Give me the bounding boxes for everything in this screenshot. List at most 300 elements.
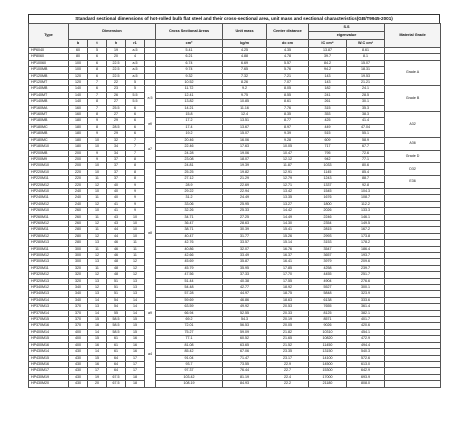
- h-cell: 58.5: [107, 329, 126, 335]
- cross-area-cell: 103.42: [156, 374, 223, 380]
- ic-cell: 3153: [309, 240, 347, 246]
- center-distance-cell: 15.41: [267, 227, 309, 233]
- header-ic: IC cm⁴: [309, 40, 347, 48]
- cross-area-cell: 15.8: [156, 112, 223, 118]
- center-distance-cell: 7.07: [267, 80, 309, 86]
- wc-cell: 276.6: [347, 278, 385, 284]
- cross-area-cell: 45.69: [156, 259, 223, 265]
- ic-cell: 84.2: [309, 60, 347, 66]
- header-center-distance: Center distance: [267, 24, 309, 40]
- type-cell: HP370M16: [29, 323, 69, 329]
- cross-area-cell: 51.44: [156, 278, 223, 284]
- unit-mass-cell: 9.2: [223, 86, 267, 92]
- r1-cell: 14: [126, 304, 145, 310]
- ic-cell: 143: [309, 73, 347, 79]
- r1-cell: 14: [126, 297, 145, 303]
- b-cell: 220: [69, 176, 88, 182]
- wc-cell: 642.9: [347, 368, 385, 374]
- cross-area-cell: 24.28: [156, 150, 223, 156]
- r1-cell: 10: [126, 214, 145, 220]
- ic-cell: 3979: [309, 259, 347, 265]
- wc-cell: 72.6: [347, 150, 385, 156]
- h-cell: 22.5: [107, 73, 126, 79]
- center-distance-cell: 14.30: [267, 220, 309, 226]
- wc-cell: 572.6: [347, 355, 385, 361]
- type-cell: HP280M11: [29, 227, 69, 233]
- t-cell: 14: [88, 297, 107, 303]
- h-cell: 37: [107, 169, 126, 175]
- type-cell: HP300M11: [29, 246, 69, 252]
- cross-area-cell: 42.76: [156, 240, 223, 246]
- t-cell: 15: [88, 355, 107, 361]
- header-cross-unit: cm²: [156, 40, 223, 48]
- wc-cell: 28.5: [347, 92, 385, 98]
- t-cell: 10: [88, 169, 107, 175]
- unit-mass-cell: 42.77: [223, 285, 267, 291]
- type-cell: HP180MC: [29, 137, 69, 143]
- h-cell: 58.5: [107, 317, 126, 323]
- type-cell: HP370M14: [29, 310, 69, 316]
- ic-cell: 1243: [309, 176, 347, 182]
- ic-cell: 10310: [309, 329, 347, 335]
- t-cell: 12: [88, 233, 107, 239]
- wc-cell: 41.4: [347, 118, 385, 124]
- t-cell: 8: [88, 99, 107, 105]
- cross-area-cell: 11.72: [156, 86, 223, 92]
- ic-cell: 8125: [309, 310, 347, 316]
- material-grade-cell: A36: [385, 137, 441, 150]
- wc-cell: 420.6: [347, 323, 385, 329]
- h-cell: 27: [107, 99, 126, 105]
- h-cell: 61: [107, 342, 126, 348]
- t-cell: 10: [88, 208, 107, 214]
- b-cell: 370: [69, 317, 88, 323]
- material-grade-cell: A32: [385, 112, 441, 138]
- ic-cell: 1800: [309, 201, 347, 207]
- ic-cell: 2026: [309, 208, 347, 214]
- h-cell: 67.5: [107, 381, 126, 387]
- type-cell: HP180MB: [29, 118, 69, 124]
- t-cell: 7: [88, 92, 107, 98]
- r1-cell: 6: [126, 131, 145, 137]
- type-cell: HP260M12: [29, 220, 69, 226]
- t-cell: 14: [88, 329, 107, 335]
- group-cell: a8: [145, 163, 156, 304]
- center-distance-cell: 18.75: [267, 291, 309, 297]
- unit-mass-cell: 84.93: [223, 381, 267, 387]
- h-cell: 67.5: [107, 374, 126, 380]
- unit-mass-cell: 28.63: [223, 220, 267, 226]
- center-distance-cell: 13.27: [267, 201, 309, 207]
- t-cell: 13: [88, 304, 107, 310]
- type-cell: HP160MA: [29, 105, 69, 111]
- type-cell: HP160MT: [29, 112, 69, 118]
- center-distance-cell: 12.12: [267, 156, 309, 162]
- t-cell: 9: [88, 131, 107, 137]
- cross-area-cell: 45.79: [156, 265, 223, 271]
- b-cell: 430: [69, 361, 88, 367]
- unit-mass-cell: 44.97: [223, 291, 267, 297]
- ic-cell: 5527: [309, 285, 347, 291]
- t-cell: 6: [88, 54, 107, 60]
- unit-mass-cell: 56.53: [223, 323, 267, 329]
- unit-mass-cell: 15.07: [223, 131, 267, 137]
- r1-cell: 15: [126, 329, 145, 335]
- b-cell: 430: [69, 349, 88, 355]
- h-cell: 22.5: [107, 67, 126, 73]
- dimension-table: [28, 23, 441, 388]
- b-cell: 140: [69, 86, 88, 92]
- cross-area-cell: 42.66: [156, 253, 223, 259]
- unit-mass-cell: 54.3: [223, 317, 267, 323]
- header-r1: r1: [126, 40, 145, 48]
- r1-cell: 16: [126, 342, 145, 348]
- h-cell: 19: [107, 48, 126, 54]
- h-cell: 22.5: [107, 60, 126, 66]
- unit-mass-cell: 19.39: [223, 163, 267, 169]
- unit-mass-cell: 24.49: [223, 195, 267, 201]
- h-cell: 34: [107, 150, 126, 156]
- r1-cell: 11: [126, 253, 145, 259]
- t-cell: 9: [88, 156, 107, 162]
- header-center-unit: dc cm: [267, 40, 309, 48]
- type-cell: HP180MB: [29, 131, 69, 137]
- header-ss: S.S: [309, 24, 385, 32]
- type-cell: HP200M9: [29, 156, 69, 162]
- h-cell: 26: [107, 92, 126, 98]
- center-distance-cell: 5.57: [267, 60, 309, 66]
- wc-cell: 146.1: [347, 214, 385, 220]
- wc-cell: 251.7: [347, 272, 385, 278]
- unit-mass-cell: 19.06: [223, 150, 267, 156]
- h-cell: 55: [107, 310, 126, 316]
- cross-area-cell: 13.82: [156, 99, 223, 105]
- cross-area-cell: 25.25: [156, 169, 223, 175]
- ic-cell: 143: [309, 80, 347, 86]
- b-cell: 430: [69, 374, 88, 380]
- cross-area-cell: 22.46: [156, 144, 223, 150]
- type-cell: HP430M16: [29, 361, 69, 367]
- unit-mass-cell: 46.86: [223, 297, 267, 303]
- r1-cell: 5.5: [126, 99, 145, 105]
- cross-area-cell: 29.22: [156, 188, 223, 194]
- r1-cell: 6: [126, 124, 145, 130]
- r1-cell: 7: [126, 137, 145, 143]
- t-cell: 13: [88, 291, 107, 297]
- ic-cell: 425: [309, 118, 347, 124]
- cross-area-cell: 31.2: [156, 195, 223, 201]
- header-mass-unit: kg/m: [223, 40, 267, 48]
- t-cell: 9: [88, 150, 107, 156]
- ic-cell: 2815: [309, 227, 347, 233]
- h-cell: 64: [107, 361, 126, 367]
- wc-cell: 55.1: [347, 131, 385, 137]
- cross-area-cell: 40.47: [156, 233, 223, 239]
- header-type: Type: [29, 24, 69, 48]
- header-blank: [145, 40, 156, 48]
- b-cell: 140: [69, 92, 88, 98]
- wc-cell: 108.7: [347, 195, 385, 201]
- wc-cell: 167.2: [347, 227, 385, 233]
- t-cell: 5: [88, 48, 107, 54]
- ic-cell: 942: [309, 156, 347, 162]
- b-cell: 120: [69, 73, 88, 79]
- cross-area-cell: 59.69: [156, 297, 223, 303]
- t-cell: 13: [88, 278, 107, 284]
- cross-area-cell: 91.04: [156, 355, 223, 361]
- unit-mass-cell: 67.06: [223, 349, 267, 355]
- unit-mass-cell: 31.77: [223, 233, 267, 239]
- t-cell: 9: [88, 118, 107, 124]
- center-distance-cell: 22.7: [267, 368, 309, 374]
- r1-cell: 5: [126, 86, 145, 92]
- t-cell: 7: [88, 105, 107, 111]
- r1-cell: 8: [126, 169, 145, 175]
- material-grade-cell: D32: [385, 163, 441, 176]
- wc-cell: 239.7: [347, 265, 385, 271]
- ic-cell: 182: [309, 86, 347, 92]
- type-cell: HP320M11: [29, 265, 69, 271]
- center-distance-cell: 7.76: [267, 105, 309, 111]
- type-cell: HP430M17: [29, 368, 69, 374]
- cross-area-cell: 6.21: [156, 54, 223, 60]
- wc-cell: 80.6: [347, 163, 385, 169]
- h-cell: 44: [107, 227, 126, 233]
- unit-mass-cell: 21.29: [223, 176, 267, 182]
- t-cell: 17: [88, 368, 107, 374]
- b-cell: 370: [69, 323, 88, 329]
- r1-cell: 4: [126, 54, 145, 60]
- cross-area-cell: 6.74: [156, 60, 223, 66]
- h-cell: 64: [107, 368, 126, 374]
- wc-cell: 173.8: [347, 233, 385, 239]
- r1-cell: a.5: [126, 67, 145, 73]
- cross-area-cell: 38.71: [156, 227, 223, 233]
- ic-cell: 3657: [309, 253, 347, 259]
- h-cell: 37: [107, 163, 126, 169]
- header-wc: W.C cm³: [347, 40, 385, 48]
- type-cell: HP320M12: [29, 272, 69, 278]
- t-cell: 11: [88, 176, 107, 182]
- type-cell: HP220M10: [29, 169, 69, 175]
- h-cell: 34: [107, 144, 126, 150]
- r1-cell: a.5: [126, 73, 145, 79]
- h-cell: 20: [107, 54, 126, 60]
- table-title: Standard sectional dimensions of hot-rolled bulb flat steel and their cross-sectional area, unit mass and sectional characteristics(GB/T9945-2001): [28, 14, 440, 23]
- t-cell: 15: [88, 336, 107, 342]
- center-distance-cell: 16.41: [267, 259, 309, 265]
- center-distance-cell: 20.53: [267, 304, 309, 310]
- wc-cell: 24.1: [347, 86, 385, 92]
- center-distance-cell: 4.35: [267, 48, 309, 54]
- unit-mass-cell: 63.65: [223, 342, 267, 348]
- h-cell: 40: [107, 195, 126, 201]
- r1-cell: 11: [126, 240, 145, 246]
- center-distance-cell: 12.79: [267, 176, 309, 182]
- t-cell: 13: [88, 240, 107, 246]
- t-cell: 8: [88, 112, 107, 118]
- type-cell: HP400M16: [29, 342, 69, 348]
- center-distance-cell: 17.85: [267, 265, 309, 271]
- t-cell: 16: [88, 342, 107, 348]
- t-cell: 11: [88, 246, 107, 252]
- ic-cell: 4904: [309, 278, 347, 284]
- cross-area-cell: 24.81: [156, 163, 223, 169]
- b-cell: 340: [69, 291, 88, 297]
- h-cell: 41: [107, 201, 126, 207]
- ic-cell: 1337: [309, 182, 347, 188]
- wc-cell: 104.3: [347, 188, 385, 194]
- h-cell: 37: [107, 156, 126, 162]
- h-cell: 22: [107, 80, 126, 86]
- unit-mass-cell: 35.95: [223, 265, 267, 271]
- wc-cell: 88.7: [347, 176, 385, 182]
- h-cell: 58.5: [107, 323, 126, 329]
- header-t: t: [88, 40, 107, 48]
- b-cell: 430: [69, 368, 88, 374]
- h-cell: 61: [107, 336, 126, 342]
- wc-cell: 8.61: [347, 48, 385, 54]
- wc-cell: 35.3: [347, 105, 385, 111]
- h-cell: 29: [107, 118, 126, 124]
- t-cell: 14: [88, 310, 107, 316]
- unit-mass-cell: 9.75: [223, 92, 267, 98]
- ic-cell: 11450: [309, 342, 347, 348]
- cross-area-cell: 19.2: [156, 131, 223, 137]
- wc-cell: 15.07: [347, 60, 385, 66]
- b-cell: 430: [69, 381, 88, 387]
- h-cell: 46: [107, 246, 126, 252]
- unit-mass-cell: 25.95: [223, 201, 267, 207]
- type-cell: HP220M11: [29, 176, 69, 182]
- t-cell: 11: [88, 265, 107, 271]
- center-distance-cell: 11.87: [267, 163, 309, 169]
- material-grade-cell: Grade A: [385, 60, 441, 86]
- ic-cell: 5848: [309, 291, 347, 297]
- t-cell: 6: [88, 86, 107, 92]
- b-cell: 180: [69, 131, 88, 137]
- table-row: [29, 381, 441, 387]
- cross-area-cell: 47.56: [156, 272, 223, 278]
- cross-area-cell: 97.37: [156, 368, 223, 374]
- center-distance-cell: 23.17: [267, 355, 309, 361]
- cross-area-cell: 5.41: [156, 48, 223, 54]
- type-cell: HP140MB: [29, 86, 69, 92]
- ic-cell: 21180: [309, 381, 347, 387]
- wc-cell: 193.7: [347, 253, 385, 259]
- h-cell: 25.5: [107, 105, 126, 111]
- unit-mass-cell: 17.63: [223, 144, 267, 150]
- wc-cell: 112.2: [347, 201, 385, 207]
- ic-cell: 14100: [309, 355, 347, 361]
- cross-area-cell: 93.7: [156, 361, 223, 367]
- h-cell: 37: [107, 176, 126, 182]
- r1-cell: 10: [126, 227, 145, 233]
- h-cell: 48: [107, 259, 126, 265]
- center-distance-cell: 22.9: [267, 361, 309, 367]
- type-cell: HP140MB: [29, 99, 69, 105]
- unit-mass-cell: 33.49: [223, 253, 267, 259]
- cross-area-cell: 63.59: [156, 304, 223, 310]
- b-cell: 120: [69, 80, 88, 86]
- h-cell: 29: [107, 131, 126, 137]
- material-grade-cell: Grade B: [385, 86, 441, 112]
- cross-area-cell: 28.9: [156, 182, 223, 188]
- ic-cell: 2993: [309, 233, 347, 239]
- wc-cell: 30.1: [347, 99, 385, 105]
- unit-mass-cell: 71.47: [223, 355, 267, 361]
- center-distance-cell: 4.78: [267, 54, 309, 60]
- unit-mass-cell: 37.33: [223, 272, 267, 278]
- t-cell: 13: [88, 259, 107, 265]
- cross-area-cell: 69.2: [156, 317, 223, 323]
- wc-cell: 77.1: [347, 156, 385, 162]
- cross-area-cell: 12.41: [156, 92, 223, 98]
- r1-cell: 12: [126, 272, 145, 278]
- t-cell: 19: [88, 374, 107, 380]
- b-cell: 180: [69, 144, 88, 150]
- b-cell: 430: [69, 355, 88, 361]
- h-cell: 48: [107, 265, 126, 271]
- center-distance-cell: 20.05: [267, 323, 309, 329]
- center-distance-cell: 15.14: [267, 240, 309, 246]
- header-b: b: [69, 40, 88, 48]
- cross-area-cell: 17.2: [156, 118, 223, 124]
- cross-area-cell: 40.86: [156, 246, 223, 252]
- center-distance-cell: 10.47: [267, 150, 309, 156]
- cross-area-cell: 77.1: [156, 336, 223, 342]
- r1-cell: 10: [126, 220, 145, 226]
- ic-cell: 15300: [309, 368, 347, 374]
- center-distance-cell: 17.70: [267, 272, 309, 278]
- ic-cell: 13.87: [309, 48, 347, 54]
- h-cell: 48: [107, 272, 126, 278]
- r1-cell: 15: [126, 317, 145, 323]
- cross-area-cell: 66.94: [156, 310, 223, 316]
- b-cell: 300: [69, 246, 88, 252]
- ic-cell: 609: [309, 137, 347, 143]
- b-cell: 200: [69, 163, 88, 169]
- type-cell: HP100MB: [29, 67, 69, 73]
- center-distance-cell: 21.65: [267, 336, 309, 342]
- b-cell: 340: [69, 297, 88, 303]
- b-cell: 320: [69, 272, 88, 278]
- unit-mass-cell: 6.69: [223, 60, 267, 66]
- h-cell: 44: [107, 233, 126, 239]
- r1-cell: 18: [126, 381, 145, 387]
- type-cell: HP180MC: [29, 124, 69, 130]
- unit-mass-cell: 25.33: [223, 208, 267, 214]
- unit-mass-cell: 22.69: [223, 182, 267, 188]
- center-distance-cell: 10.05: [267, 144, 309, 150]
- unit-mass-cell: 7.65: [223, 67, 267, 73]
- type-cell: HP260M10: [29, 208, 69, 214]
- ic-cell: 1676: [309, 195, 347, 201]
- r1-cell: 16: [126, 336, 145, 342]
- unit-mass-cell: 4.25: [223, 48, 267, 54]
- cross-area-cell: 23.08: [156, 156, 223, 162]
- ic-cell: 4455: [309, 272, 347, 278]
- wc-cell: 613.0: [347, 361, 385, 367]
- t-cell: 20: [88, 381, 107, 387]
- b-cell: 180: [69, 137, 88, 143]
- center-distance-cell: 8.97: [267, 124, 309, 130]
- h-cell: 23: [107, 86, 126, 92]
- ic-cell: 10820: [309, 336, 347, 342]
- wc-cell: 300.1: [347, 285, 385, 291]
- r1-cell: 13: [126, 278, 145, 284]
- ic-cell: 94.2: [309, 67, 347, 73]
